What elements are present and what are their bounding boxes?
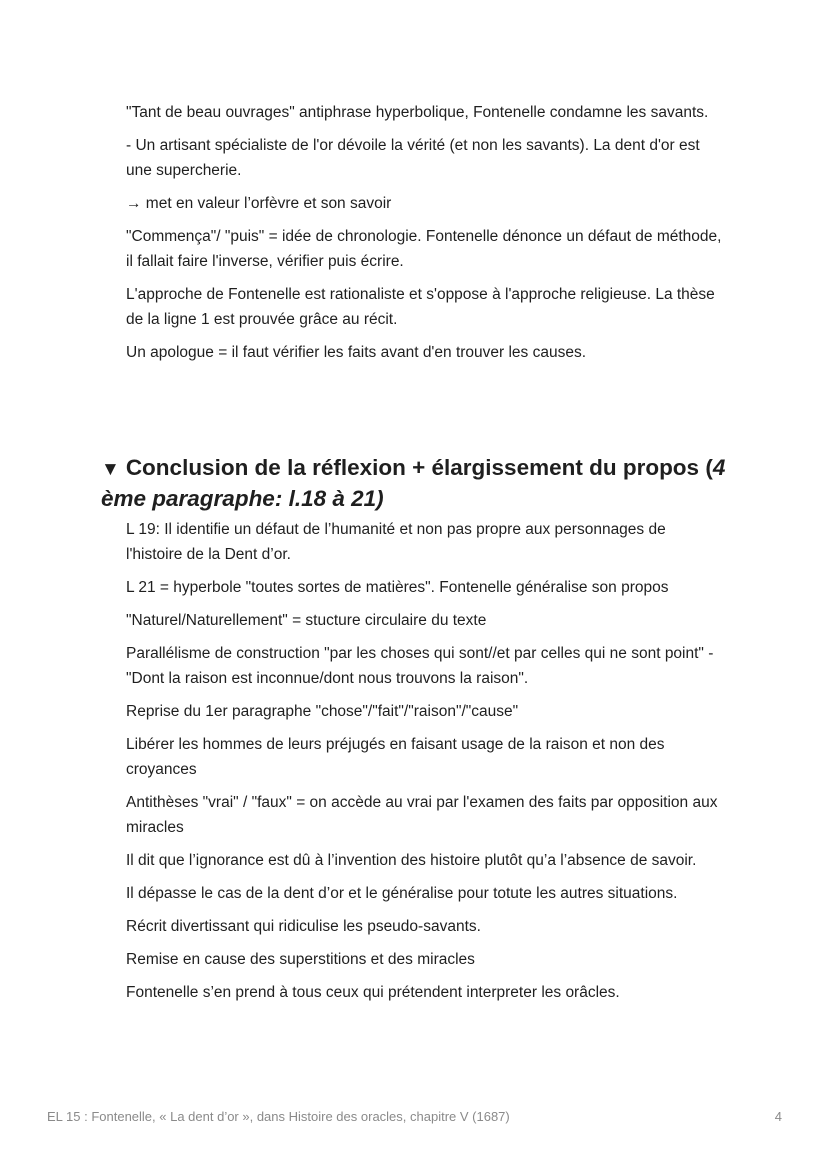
note-paragraph: L'approche de Fontenelle est rationaliste et s'oppose à l'approche religieuse. La thèse de la ligne 1 est prouvée grâce au récit. xyxy=(126,286,715,328)
footer-source: EL 15 : Fontenelle, « La dent d’or », dans Histoire des oracles, chapitre V (1687) xyxy=(47,1109,510,1124)
section-heading xyxy=(101,453,731,513)
section-notes xyxy=(126,517,726,1013)
collapse-toggle-icon[interactable]: ▼ xyxy=(101,459,120,480)
note-paragraph: Remise en cause des superstitions et des miracles xyxy=(126,951,475,968)
section-title-reference: 4 ème paragraphe: l.18 à 21) xyxy=(101,455,726,511)
note-paragraph: Libérer les hommes de leurs préjugés en faisant usage de la raison et non des croyances xyxy=(126,736,665,778)
note-paragraph: Parallélisme de construction "par les choses qui sont//et par celles qui ne sont point" - "Dont la raison est inconnue/dont nous trouvons la raison". xyxy=(126,645,714,687)
note-paragraph: Antithèses "vrai" / "faux" = on accède au vrai par l'examen des faits par opposition aux miracles xyxy=(126,794,718,836)
note-paragraph: "Tant de beau ouvrages" antiphrase hyperbolique, Fontenelle condamne les savants. xyxy=(126,104,709,121)
note-paragraph: Fontenelle s’en prend à tous ceux qui prétendent interpreter les orâcles. xyxy=(126,984,620,1001)
note-paragraph: L 21 = hyperbole "toutes sortes de matières". Fontenelle généralise son propos xyxy=(126,579,669,596)
page-footer xyxy=(47,1109,782,1124)
page-number: 4 xyxy=(774,1109,782,1124)
note-paragraph: Il dit que l’ignorance est dû à l’invention des histoire plutôt qu’a l’absence de savoir. xyxy=(126,852,697,869)
section-title: Conclusion de la réflexion + élargissement du propos ( xyxy=(125,455,713,480)
note-paragraph: "Commença"/ "puis" = idée de chronologie. Fontenelle dénonce un défaut de méthode, il fallait faire l'inverse, vérifier puis écrire. xyxy=(126,228,722,270)
note-paragraph: Un apologue = il faut vérifier les faits avant d'en trouver les causes. xyxy=(126,344,587,361)
note-paragraph: "Naturel/Naturellement" = stucture circulaire du texte xyxy=(126,612,487,629)
note-paragraph: - Un artisant spécialiste de l'or dévoile la vérité (et non les savants). La dent d'or est une supercherie. xyxy=(126,137,700,179)
note-paragraph: Récrit divertissant qui ridiculise les pseudo-savants. xyxy=(126,918,481,935)
note-paragraph: Reprise du 1er paragraphe "chose"/"fait"/"raison"/"cause" xyxy=(126,703,519,720)
intro-notes xyxy=(126,100,726,373)
note-paragraph: L 19: Il identifie un défaut de l’humanité et non pas propre aux personnages de l'histoire de la Dent d’or. xyxy=(126,521,666,563)
note-paragraph: Il dépasse le cas de la dent d’or et le généralise pour totute les autres situations. xyxy=(126,885,678,902)
note-paragraph: → met en valeur l’orfèvre et son savoir xyxy=(126,195,392,212)
